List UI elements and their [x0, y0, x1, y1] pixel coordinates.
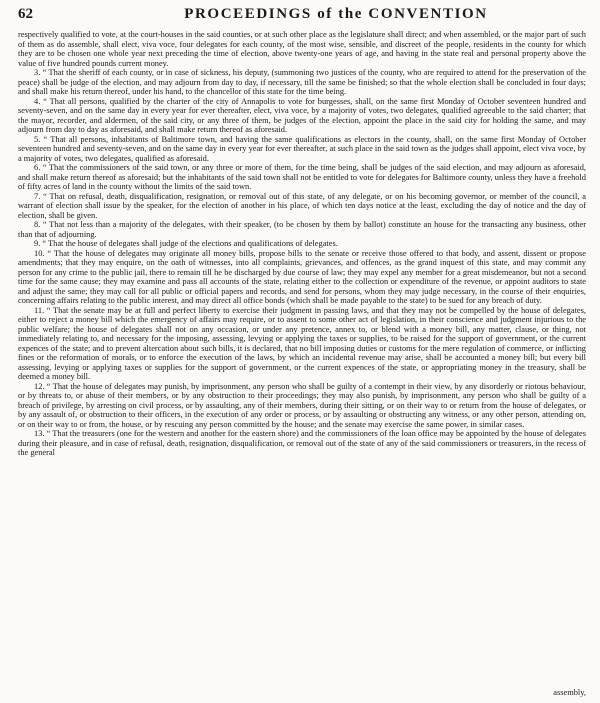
paragraph-article-4: 4. “ That all persons, qualified by the charter of the city of Annapolis to vote for burgesses, shall, on the same first Monday of October seventeen hundred and seventy-seven, and on the same day in every year for ever thereafter, elect, viva voce, by a majority of votes, two delegates, qualified agreeable to the said charter; that the mayor, recorder, and aldermen, of the said city, or any three of them, be judges of the election, appoint the place in the said city for holding the same, and may adjourn from day to day as aforesaid, and shall make return thereof as aforesaid.: [18, 96, 586, 134]
paragraph-article-3: 3. “ That the sheriff of each county, or in case of sickness, his deputy, (summoning two justices of the county, who are required to attend for the preservation of the peace) shall be judge of the election, and may adjourn from day to day, if necessary, till the same be finished; so that the whole election shall be concluded in four days; and shall make his return thereof, under his hand, to the chancellor of this state for the time being.: [18, 68, 586, 96]
running-title: PROCEEDINGS of the CONVENTION: [184, 6, 488, 22]
catchword: assembly,: [553, 688, 586, 697]
paragraph-article-11: 11. “ That the senate may be at full and perfect liberty to exercise their judgment in passing laws, and that they may not be compelled by the house of delegates, either to reject a money bill which the emergency of affairs may require, or to assent to some other act of legislation, in their conscience and judgment injurious to the public welfare; the house of delegates shall not on any occasion, or under any pretence, annex to, or blend with a money bill, any matter, clause, or thing, not immediately relating to, and necessary for the imposing, assessing, levying or applying the taxes or supplies, to be raised for the support of government, or the current expences of the state; and to prevent altercation about such bills, it is declared, that no bill imposing duties or customs for the mere regulation of commerce, or inflicting fines or the reformation of morals, or to enforce the execution of the laws, by which an incidental revenue may arise, shall be accounted a money bill; but every bill assessing, levying or applying taxes or supplies for the support of government, or the current expences of the state, or appropriating money in the treasury, shall be deemed a money bill.: [18, 305, 586, 381]
paragraph-article-6: 6. “ That the commissioners of the said town, or any three or more of them, for the time being, shall be judges of the said election, and may adjourn as aforesaid, and shall make return thereof as aforesaid; but the inhabitants of the said town shall not be entitled to vote for delegates for Baltimore county, unless they have a freehold of fifty acres of land in the county without the limits of the said town.: [18, 163, 586, 191]
page-number: 62: [18, 6, 33, 22]
paragraph-article-8: 8. “ That not less than a majority of the delegates, with their speaker, (to be chosen by them by ballot) constitute an house for the transacting any business, other than that of adjourning.: [18, 220, 586, 239]
paragraph-article-13: 13. “ That the treasurers (one for the western and another for the eastern shore) and the commissioners of the loan office may be appointed by the house of delegates during their pleasure, and in case of refusal, death, resignation, disqualification, or removal out of the state of any of the said commissioners or treasurers, in the recess of the general: [18, 429, 586, 457]
paragraph-article-7: 7. “ That on refusal, death, disqualification, resignation, or removal out of this state, of any delegate, or on his becoming governor, or member of the council, a warrant of election shall issue by the speaker, for the election of another in his place, of which ten days notice at the least, excluding the day of notice and the day of election, shall be given.: [18, 191, 586, 220]
paragraph-article-5: 5. “ That all persons, inhabitants of Baltimore town, and having the same qualifications as electors in the county, shall, on the same first Monday of October seventeen hundred and seventy-seven, and on the same day in every year for ever thereafter, at such place in the said town as the judges shall appoint, elect viva voce, by a majority of votes, two delegates, qualified as aforesaid.: [18, 134, 586, 163]
paragraph-continued: respectively qualified to vote, at the court-houses in the said counties, or at such other place as the legislature shall direct; and when assembled, or the major part of such of them as do assemble, shall elect, viva voce, four delegates for each county, of the most wise, sensible, and discreet of the people, residents in the county for which they are to be chosen one whole year next preceding the time of election, above twenty-one years of age, and having in the state real and personal property above the value of five hundred pounds current money.: [18, 30, 586, 68]
paragraph-article-9: 9. “ That the house of delegates shall judge of the elections and qualifications of delegates.: [34, 239, 338, 248]
page-body: [18, 30, 586, 458]
paragraph-article-12: 12. “ That the house of delegates may punish, by imprisonment, any person who shall be guilty of a contempt in their view, by any disorderly or riotous behaviour, or by threats to, or abuse of their members, or by any obstruction to their proceedings; they may also punish, by imprisonment, any person who shall be guilty of a breach of privilege, by arresting on civil process, or by assaulting, any of their members, during their sitting, or on their way to or return from the house of delegates, or by any assault of, or obstruction to their officers, in the execution of any order or process, or by assaulting or obstructing any witness, or any other person, attending on, or on their way to or from, the house, or by rescuing any person committed by the house; and the senate may exercise the same power, in similar cases.: [18, 381, 586, 429]
paragraph-article-10: 10. “ That the house of delegates may originate all money bills, propose bills to the senate or receive those offered to that body, and assent, dissent or propose amendments; that they may enquire, on the oath of witnesses, into all complaints, grievances, and offences, as the grand inquest of this state, and may commit any person for any crime to the public jail, there to remain till he be discharged by due course of law; they may expel any member for a great misdemeanor, but not a second time for the same cause; they may examine and pass all accounts of the state, relating either to the collection or expenditure of the revenue, or appoint auditors to state and adjust the same; they may call for all public or official papers and records, and send for persons, whom they may judge necessary, in the course of their enquiries, concerning affairs relating to the public interest, and may direct all office bonds (which shall be made payable to the state) to be sued for any breach of duty.: [18, 248, 586, 305]
page-header: [18, 6, 584, 28]
